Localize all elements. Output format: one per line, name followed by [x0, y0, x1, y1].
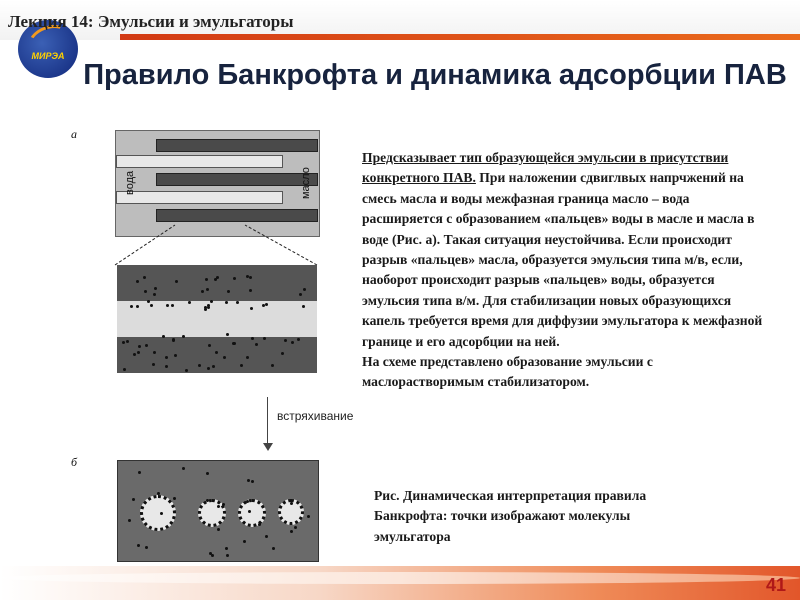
- page-number: 41: [765, 575, 786, 595]
- emulsifier-dot: [249, 276, 252, 279]
- emulsifier-dot: [150, 304, 153, 307]
- zoom-lines: [55, 125, 338, 275]
- water-layer: [117, 301, 317, 337]
- emulsifier-dot: [138, 471, 141, 474]
- header-accent-stripe: [120, 34, 800, 40]
- emulsifier-dot: [144, 290, 147, 293]
- emulsifier-dot: [206, 499, 209, 502]
- emulsifier-dot: [185, 369, 188, 372]
- emulsifier-dot: [132, 498, 135, 501]
- emulsifier-dot: [208, 344, 211, 347]
- emulsifier-dot: [136, 305, 139, 308]
- oil-label: масло: [300, 167, 312, 199]
- water-droplet: [140, 495, 176, 531]
- shake-label: встряхивание: [277, 409, 354, 423]
- emulsifier-dot: [225, 301, 228, 304]
- emulsifier-dot: [265, 535, 268, 538]
- emulsion-figure: [55, 125, 354, 565]
- emulsifier-dot: [172, 339, 175, 342]
- body-underlined-sentence: Предсказывает тип образующейся эмульсии в присутствии конкретного ПАВ.: [362, 150, 729, 186]
- emulsifier-dot: [258, 523, 261, 526]
- emulsifier-dot: [182, 467, 185, 470]
- body-last-line: На схеме представлено образование эмульсии с маслорастворимым стабилизатором.: [362, 354, 653, 390]
- emulsifier-dot: [303, 288, 306, 291]
- emulsifier-dot: [226, 554, 229, 557]
- emulsifier-dot: [291, 341, 294, 344]
- emulsifier-dot: [128, 519, 131, 522]
- emulsifier-dot: [206, 472, 209, 475]
- emulsifier-dot: [233, 342, 236, 345]
- figure-caption: Рис. Динамическая интерпретация правила Банкрофта: точки изображают молекулы эмульгатора: [368, 486, 686, 552]
- emulsifier-dot: [222, 503, 225, 506]
- emulsifier-dot: [211, 554, 214, 557]
- emulsifier-dot: [272, 547, 275, 550]
- emulsifier-dot: [123, 368, 126, 371]
- emulsifier-dot: [251, 480, 254, 483]
- footer-wave: [0, 572, 800, 584]
- emulsifier-dot: [262, 304, 265, 307]
- arrow-head-icon: [263, 443, 273, 451]
- emulsifier-dot: [137, 544, 140, 547]
- water-droplet: [238, 499, 266, 527]
- emulsifier-dot: [240, 364, 243, 367]
- emulsifier-dot: [207, 306, 210, 309]
- figure-label-a: а: [71, 127, 77, 141]
- emulsifier-dot: [243, 540, 246, 543]
- shake-arrow-icon: [267, 397, 268, 447]
- water-label: вода: [124, 170, 136, 195]
- body-paragraph: При наложении сдвиглвых напрчжений на смесь масла и воды межфазная граница масло – вода расширяется с образованием «пальцев» воды в масле и масла в воде (Рис. а). Такая ситуация неустойчива. Если происходит разрыв «пальцев» масла, образуется эмульсия типа м/в, если, наоборот происходит разрыв «пальцев» воды, образуется эмульсия типа в/м. Для стабилизации новых образующихся капель требуется время для диффузии эмульгатора к межфазной границе и его адсорбции на ней.: [362, 170, 763, 349]
- oil-layer-bottom: [117, 337, 317, 373]
- emulsifier-dot: [247, 479, 250, 482]
- emulsifier-dot: [145, 344, 148, 347]
- emulsifier-dot: [173, 497, 176, 500]
- emulsifier-dot: [248, 510, 251, 513]
- oil-layer-top: [117, 265, 317, 301]
- panel-b-droplets: [117, 460, 319, 562]
- emulsifier-dot: [284, 339, 287, 342]
- emulsifier-dot: [165, 356, 168, 359]
- emulsifier-dot: [165, 365, 168, 368]
- emulsifier-dot: [217, 528, 220, 531]
- slide-title: Правило Банкрофта и динамика адсорбции ПАВ: [83, 59, 787, 91]
- lecture-title: Лекция 14: Эмульсии и эмульгаторы: [8, 12, 294, 31]
- emulsifier-dot: [294, 526, 297, 529]
- emulsifier-dot: [249, 289, 252, 292]
- emulsifier-dot: [307, 515, 310, 518]
- emulsifier-dot: [263, 337, 266, 340]
- emulsifier-dot: [188, 301, 191, 304]
- logo-text: МИРЭА: [31, 51, 65, 61]
- emulsifier-dot: [225, 547, 228, 550]
- emulsifier-dot: [175, 280, 178, 283]
- emulsifier-dot: [126, 340, 129, 343]
- emulsifier-dot: [138, 345, 141, 348]
- emulsifier-dot: [198, 364, 201, 367]
- emulsifier-dot: [145, 546, 148, 549]
- emulsifier-dot: [137, 351, 140, 354]
- emulsifier-dot: [290, 530, 293, 533]
- body-text: [362, 148, 772, 393]
- figure-label-b: б: [71, 455, 78, 469]
